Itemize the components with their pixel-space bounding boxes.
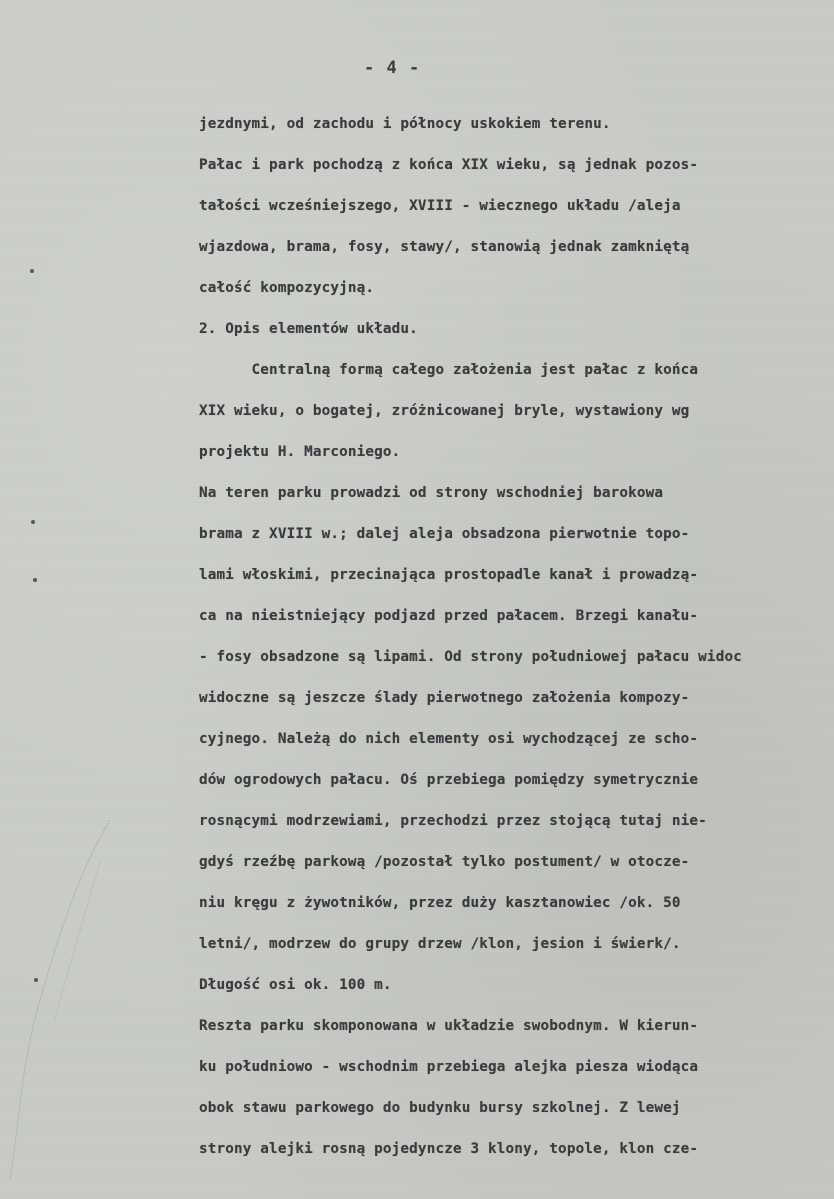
text-line: widoczne są jeszcze ślady pierwotnego założenia kompozy-	[199, 690, 690, 706]
text-line: lami włoskimi, przecinająca prostopadle kanał i prowadzą-	[199, 567, 699, 583]
text-line: tałości wcześniejszego, XVIII - wiecznego układu /aleja	[199, 198, 681, 214]
margin-mark	[31, 520, 35, 524]
text-line: ku południowo - wschodnim przebiega alejka piesza wiodąca	[199, 1059, 699, 1075]
text-line: Długość osi ok. 100 m.	[199, 977, 392, 993]
text-line: Reszta parku skomponowana w układzie swobodnym. W kierun-	[199, 1018, 699, 1034]
text-line: Pałac i park pochodzą z końca XIX wieku, są jednak pozos-	[199, 157, 699, 173]
text-line: Centralną formą całego założenia jest pałac z końca	[199, 362, 699, 378]
page-number: - 4 -	[364, 58, 421, 78]
text-line: projektu H. Marconiego.	[199, 444, 401, 460]
text-line: strony alejki rosną pojedyncze 3 klony, topole, klon cze-	[199, 1141, 699, 1157]
text-line: niu kręgu z żywotników, przez duży kasztanowiec /ok. 50	[199, 895, 681, 911]
text-line: Na teren parku prowadzi od strony wschodniej barokowa	[199, 485, 664, 501]
section-heading: 2. Opis elementów układu.	[199, 321, 418, 337]
text-line: całość kompozycyjną.	[199, 280, 375, 296]
text-line: dów ogrodowych pałacu. Oś przebiega pomiędzy symetrycznie	[199, 772, 699, 788]
text-line: brama z XVIII w.; dalej aleja obsadzona pierwotnie topo-	[199, 526, 690, 542]
text-line: cyjnego. Należą do nich elementy osi wychodzącej ze scho-	[199, 731, 699, 747]
body-text	[199, 104, 834, 1170]
text-line: jezdnymi, od zachodu i północy uskokiem terenu.	[199, 116, 611, 132]
margin-mark	[33, 578, 37, 582]
text-line: - fosy obsadzone są lipami. Od strony południowej pałacu widoc	[199, 649, 742, 665]
text-line: letni/, modrzew do grupy drzew /klon, jesion i świerk/.	[199, 936, 681, 952]
margin-mark	[30, 269, 34, 273]
text-line: ca na nieistniejący podjazd przed pałacem. Brzegi kanału-	[199, 608, 699, 624]
text-line: obok stawu parkowego do budynku bursy szkolnej. Z lewej	[199, 1100, 681, 1116]
text-line: gdyś rzeźbę parkową /pozostał tylko postument/ w otocze-	[199, 854, 690, 870]
text-line: XIX wieku, o bogatej, zróżnicowanej bryle, wystawiony wg	[199, 403, 690, 419]
text-line: rosnącymi modrzewiami, przechodzi przez stojącą tutaj nie-	[199, 813, 707, 829]
margin-mark	[34, 978, 38, 982]
text-line: wjazdowa, brama, fosy, stawy/, stanowią jednak zamkniętą	[199, 239, 690, 255]
